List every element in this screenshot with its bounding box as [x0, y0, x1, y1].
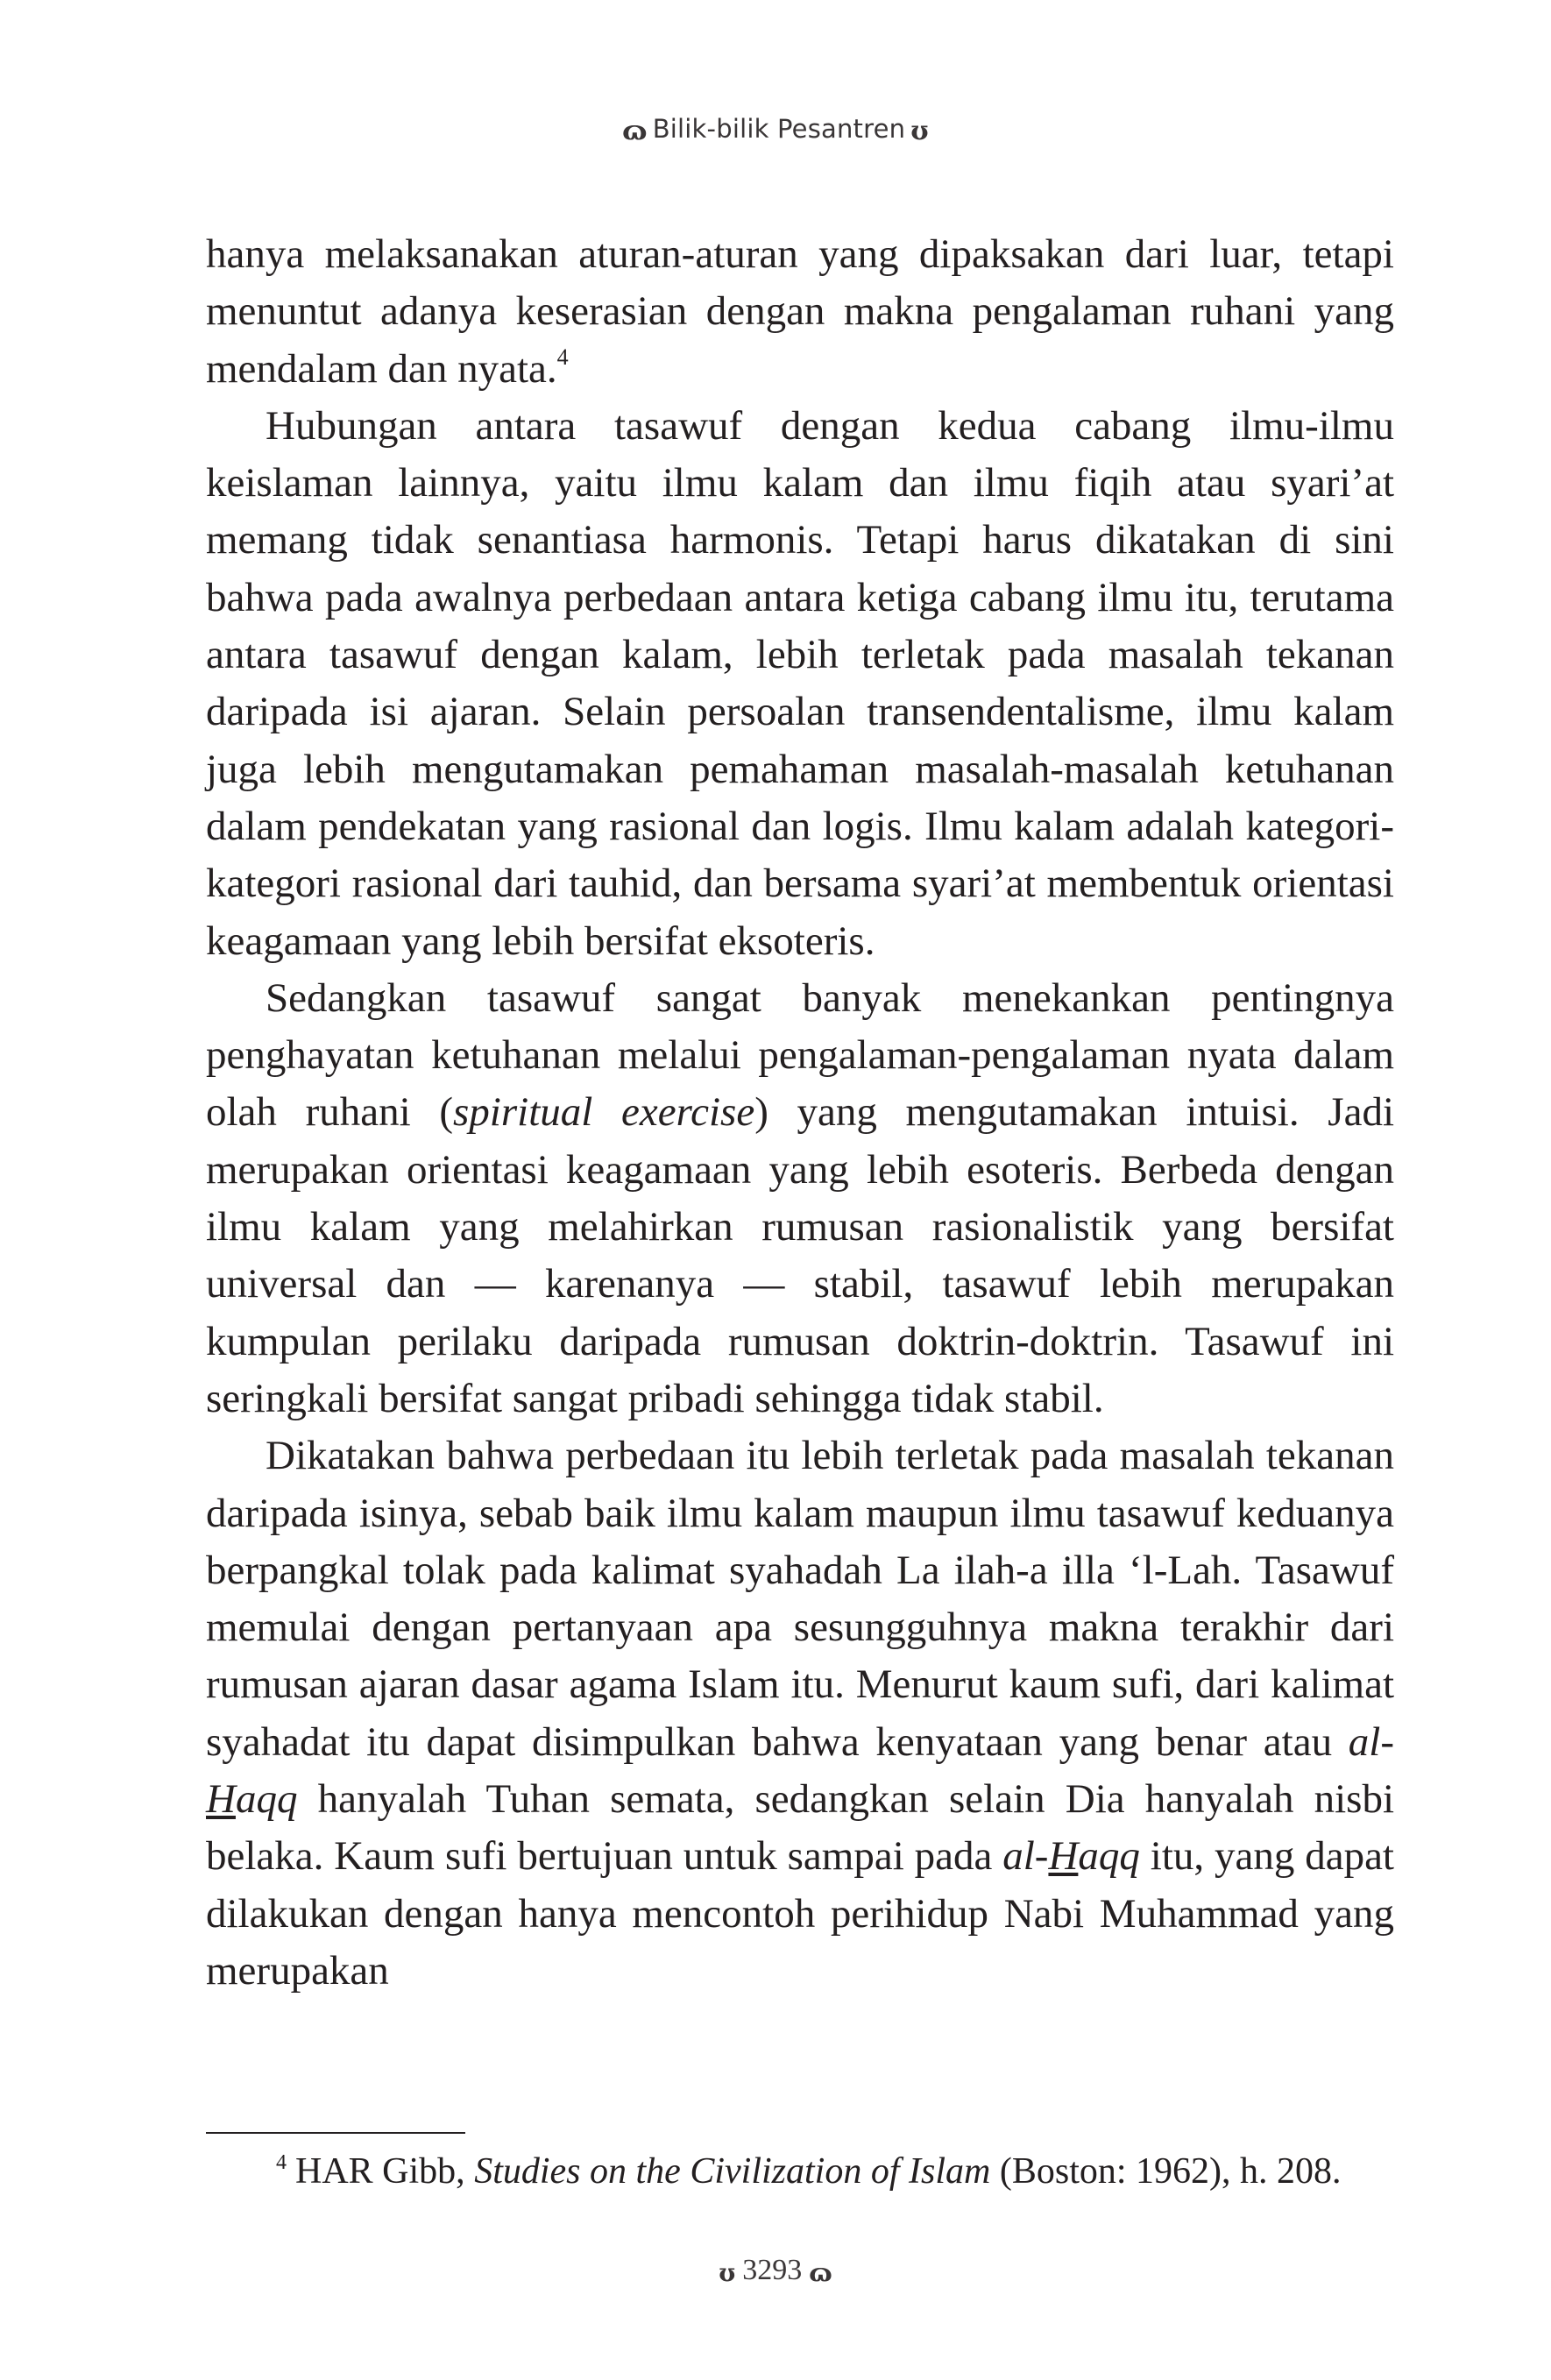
body-text — [206, 226, 1394, 2000]
footnote-reference[interactable]: 4 — [556, 344, 569, 370]
paragraph-2: Hubungan antara tasawuf dengan kedua cabang ilmu-ilmu keislaman lainnya, yaitu ilmu kalam dan ilmu fiqih atau syari’at memang tidak senantiasa harmonis. Tetapi harus dikatakan di sini bahwa pada awalnya perbedaan antara ketiga cabang ilmu itu, terutama antara tasawuf dengan kalam, lebih terletak pada masalah tekanan daripada isi ajaran. Selain persoalan transendentalisme, ilmu kalam juga lebih mengutamakan pemahaman masalah-masalah ketuhanan dalam pendekatan yang rasional dan logis. Ilmu kalam adalah kategori-kategori rasional dari tauhid, dan bersama syari’at membentuk orientasi keagamaan yang lebih bersifat eksoteris. — [206, 402, 1394, 964]
paragraph-3-text-a: Sedangkan tasawuf sangat banyak menekankan pentingnya penghayatan ketuhanan melalui pengalaman-pengalaman nyata dalam olah ruhani ( — [206, 974, 1394, 1136]
paragraph-4-text-b: hanyalah Tuhan semata, sedangkan selain Dia hanyalah nisbi belaka. Kaum sufi bertujuan untuk sampai pada — [206, 1776, 1394, 1880]
footnote-author: HAR Gibb, — [295, 2151, 475, 2192]
paragraph-1 — [206, 226, 1394, 398]
footnote-divider — [206, 2132, 465, 2134]
paragraph-3 — [206, 970, 1394, 1427]
paragraph-4-text-c: itu, yang dapat dilakukan dengan hanya mencontoh perihidup Nabi Muhammad yang merupakan — [206, 1833, 1394, 1994]
page-ornament-right-icon: ɷ — [809, 2258, 832, 2287]
running-header — [0, 114, 1551, 146]
footnote-number: 4 — [276, 2151, 287, 2174]
italic-term-al-haqq-1: al-Haqq — [206, 1718, 1394, 1823]
paragraph-4 — [206, 1427, 1394, 2000]
ornament-left-icon: ɷ — [622, 116, 648, 146]
paragraph-1-text: hanya melaksanakan aturan-aturan yang dipaksakan dari luar, tetapi menuntut adanya keserasian dengan makna pengalaman ruhani yang mendalam dan nyata. — [206, 231, 1394, 392]
page-ornament-left-icon: ʊ — [719, 2258, 736, 2287]
footnote-details: (Boston: 1962), h. 208. — [990, 2151, 1342, 2192]
page-number-value: 3293 — [742, 2254, 803, 2286]
page-number — [0, 2254, 1551, 2287]
footnote-book-title: Studies on the Civilization of Islam — [474, 2151, 991, 2192]
italic-term-al-haqq-2: al-Haqq — [1002, 1833, 1140, 1880]
ornament-right-icon: ʊ — [910, 116, 929, 146]
italic-term-spiritual-exercise: spiritual exercise — [453, 1089, 755, 1136]
footnote — [206, 2147, 1394, 2196]
paragraph-3-text-b: ) yang mengutamakan intuisi. Jadi merupakan orientasi keagamaan yang lebih esoteris. Berbeda dengan ilmu kalam yang melahirkan rumusan rasionalistik yang bersifat universal dan — karenanya — stabil, tasawuf lebih merupakan kumpulan perilaku daripada rumusan doktrin-doktrin. Tasawuf ini seringkali bersifat sangat pribadi sehingga tidak stabil. — [206, 1089, 1394, 1421]
paragraph-4-text-a: Dikatakan bahwa perbedaan itu lebih terletak pada masalah tekanan daripada isinya, sebab baik ilmu kalam maupun ilmu tasawuf keduanya berpangkal tolak pada kalimat syahadah La ilah-a illa ‘l-Lah. Tasawuf memulai dengan pertanyaan apa sesungguhnya makna terakhir dari rumusan ajaran dasar agama Islam itu. Menurut kaum sufi, dari kalimat syahadat itu dapat disimpulkan bahwa kenyataan yang benar atau — [206, 1433, 1394, 1765]
book-title: Bilik-bilik Pesantren — [652, 114, 906, 144]
